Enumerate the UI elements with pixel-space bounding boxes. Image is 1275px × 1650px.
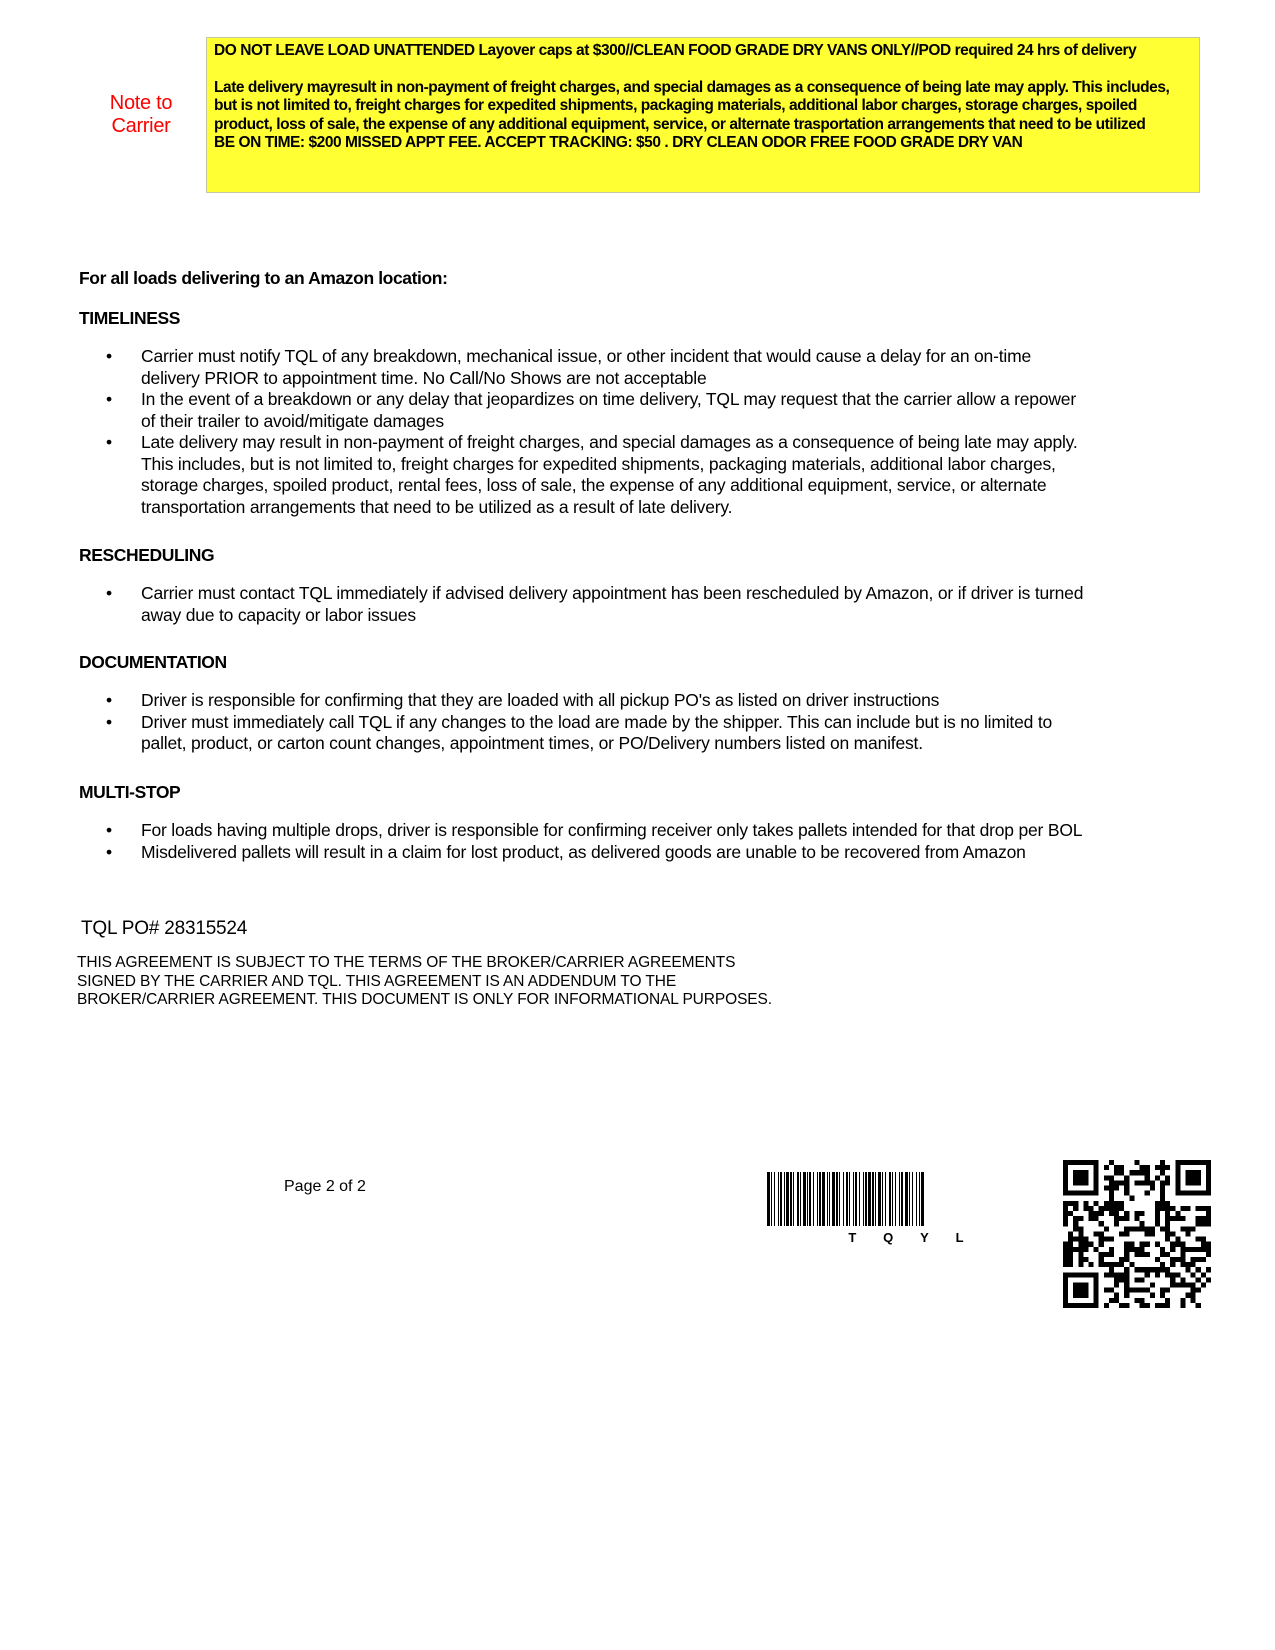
list-item: • Driver is responsible for confirming that they are loaded with all pickup PO's as listed on driver instructions	[106, 690, 940, 710]
list-item: • For loads having multiple drops, driver is responsible for confirming receiver only takes pallets intended for that drop per BOL	[106, 820, 1083, 840]
po-number: TQL PO# 28315524	[81, 918, 248, 939]
section-multi-stop	[79, 782, 1089, 863]
barcode-icon	[765, 1172, 1047, 1230]
list-item: • Late delivery may result in non-payment of freight charges, and special damages as a consequence of being late may apply. This includes, but is not limited to, freight charges for expedited shipments, packaging materials, additional labor charges, storage charges, spoiled product, rental fees, loss of sale, the expense of any additional equipment, service, or alternate transportation arrangements that need to be utilized as a result of late delivery.	[106, 432, 1078, 517]
list-item: • Misdelivered pallets will result in a claim for lost product, as delivered goods are unable to be recovered from Amazon	[106, 841, 1026, 862]
barcode-char: T	[848, 1230, 857, 1245]
qr-code-icon	[1063, 1160, 1211, 1308]
note-line-3: BE ON TIME: $200 MISSED APPT FEE. ACCEPT TRACKING: $50 . DRY CLEAN ODOR FREE FOOD GRADE DRY VAN	[214, 134, 1023, 151]
note-line-1: DO NOT LEAVE LOAD UNATTENDED Layover caps at $300//CLEAN FOOD GRADE DRY VANS ONLY//POD required 24 hrs of delivery	[214, 42, 1137, 59]
agreement-text: THIS AGREEMENT IS SUBJECT TO THE TERMS OF THE BROKER/CARRIER AGREEMENTS SIGNED BY THE CARRIER AND TQL. THIS AGREEMENT IS AN ADDENDUM TO THE BROKER/CARRIER AGREEMENT. THIS DOCUMENT IS ONLY FOR INFORMATIONAL PURPOSES.	[77, 954, 772, 1008]
section-heading: DOCUMENTATION	[79, 652, 227, 672]
note-line-2: Late delivery mayresult in non-payment of freight charges, and special damages as a consequence of being late may apply. This includes, but is not limited to, freight charges for expedited shipments, packaging materials, additional labor charges, storage charges, spoiled product, loss of sale, the expense of any additional equipment, service, or alternate trasportation arrangements that need to be utilized	[214, 78, 1170, 133]
list-item: • Driver must immediately call TQL if any changes to the load are made by the shipper. This can include but is no limited to pallet, product, or carton count changes, appointment times, or PO/Delivery numbers listed on manifest.	[106, 711, 1053, 753]
amazon-section-title: For all loads delivering to an Amazon location:	[79, 268, 448, 288]
barcode-caption	[765, 1230, 1047, 1245]
carrier-note-box	[206, 37, 1200, 193]
section-heading: RESCHEDULING	[79, 545, 215, 565]
note-to-carrier-label: Note to Carrier	[109, 92, 173, 137]
section-rescheduling	[79, 545, 1089, 626]
barcode-char: L	[955, 1230, 964, 1245]
barcode-char: Q	[883, 1230, 894, 1245]
page-number: Page 2 of 2	[284, 1178, 366, 1195]
barcode-char: Y	[920, 1230, 929, 1245]
list-item: • In the event of a breakdown or any delay that jeopardizes on time delivery, TQL may request that the carrier allow a repower of their trailer to avoid/mitigate damages	[106, 389, 1076, 431]
section-heading: TIMELINESS	[79, 308, 181, 328]
section-heading: MULTI-STOP	[79, 782, 181, 802]
section-timeliness	[79, 308, 1089, 518]
list-item: • Carrier must contact TQL immediately if advised delivery appointment has been rescheduled by Amazon, or if driver is turned away due to capacity or labor issues	[106, 583, 1084, 625]
section-documentation	[79, 652, 1089, 755]
list-item: • Carrier must notify TQL of any breakdown, mechanical issue, or other incident that would cause a delay for an on-time delivery PRIOR to appointment time. No Call/No Shows are not acceptable	[106, 346, 1031, 388]
